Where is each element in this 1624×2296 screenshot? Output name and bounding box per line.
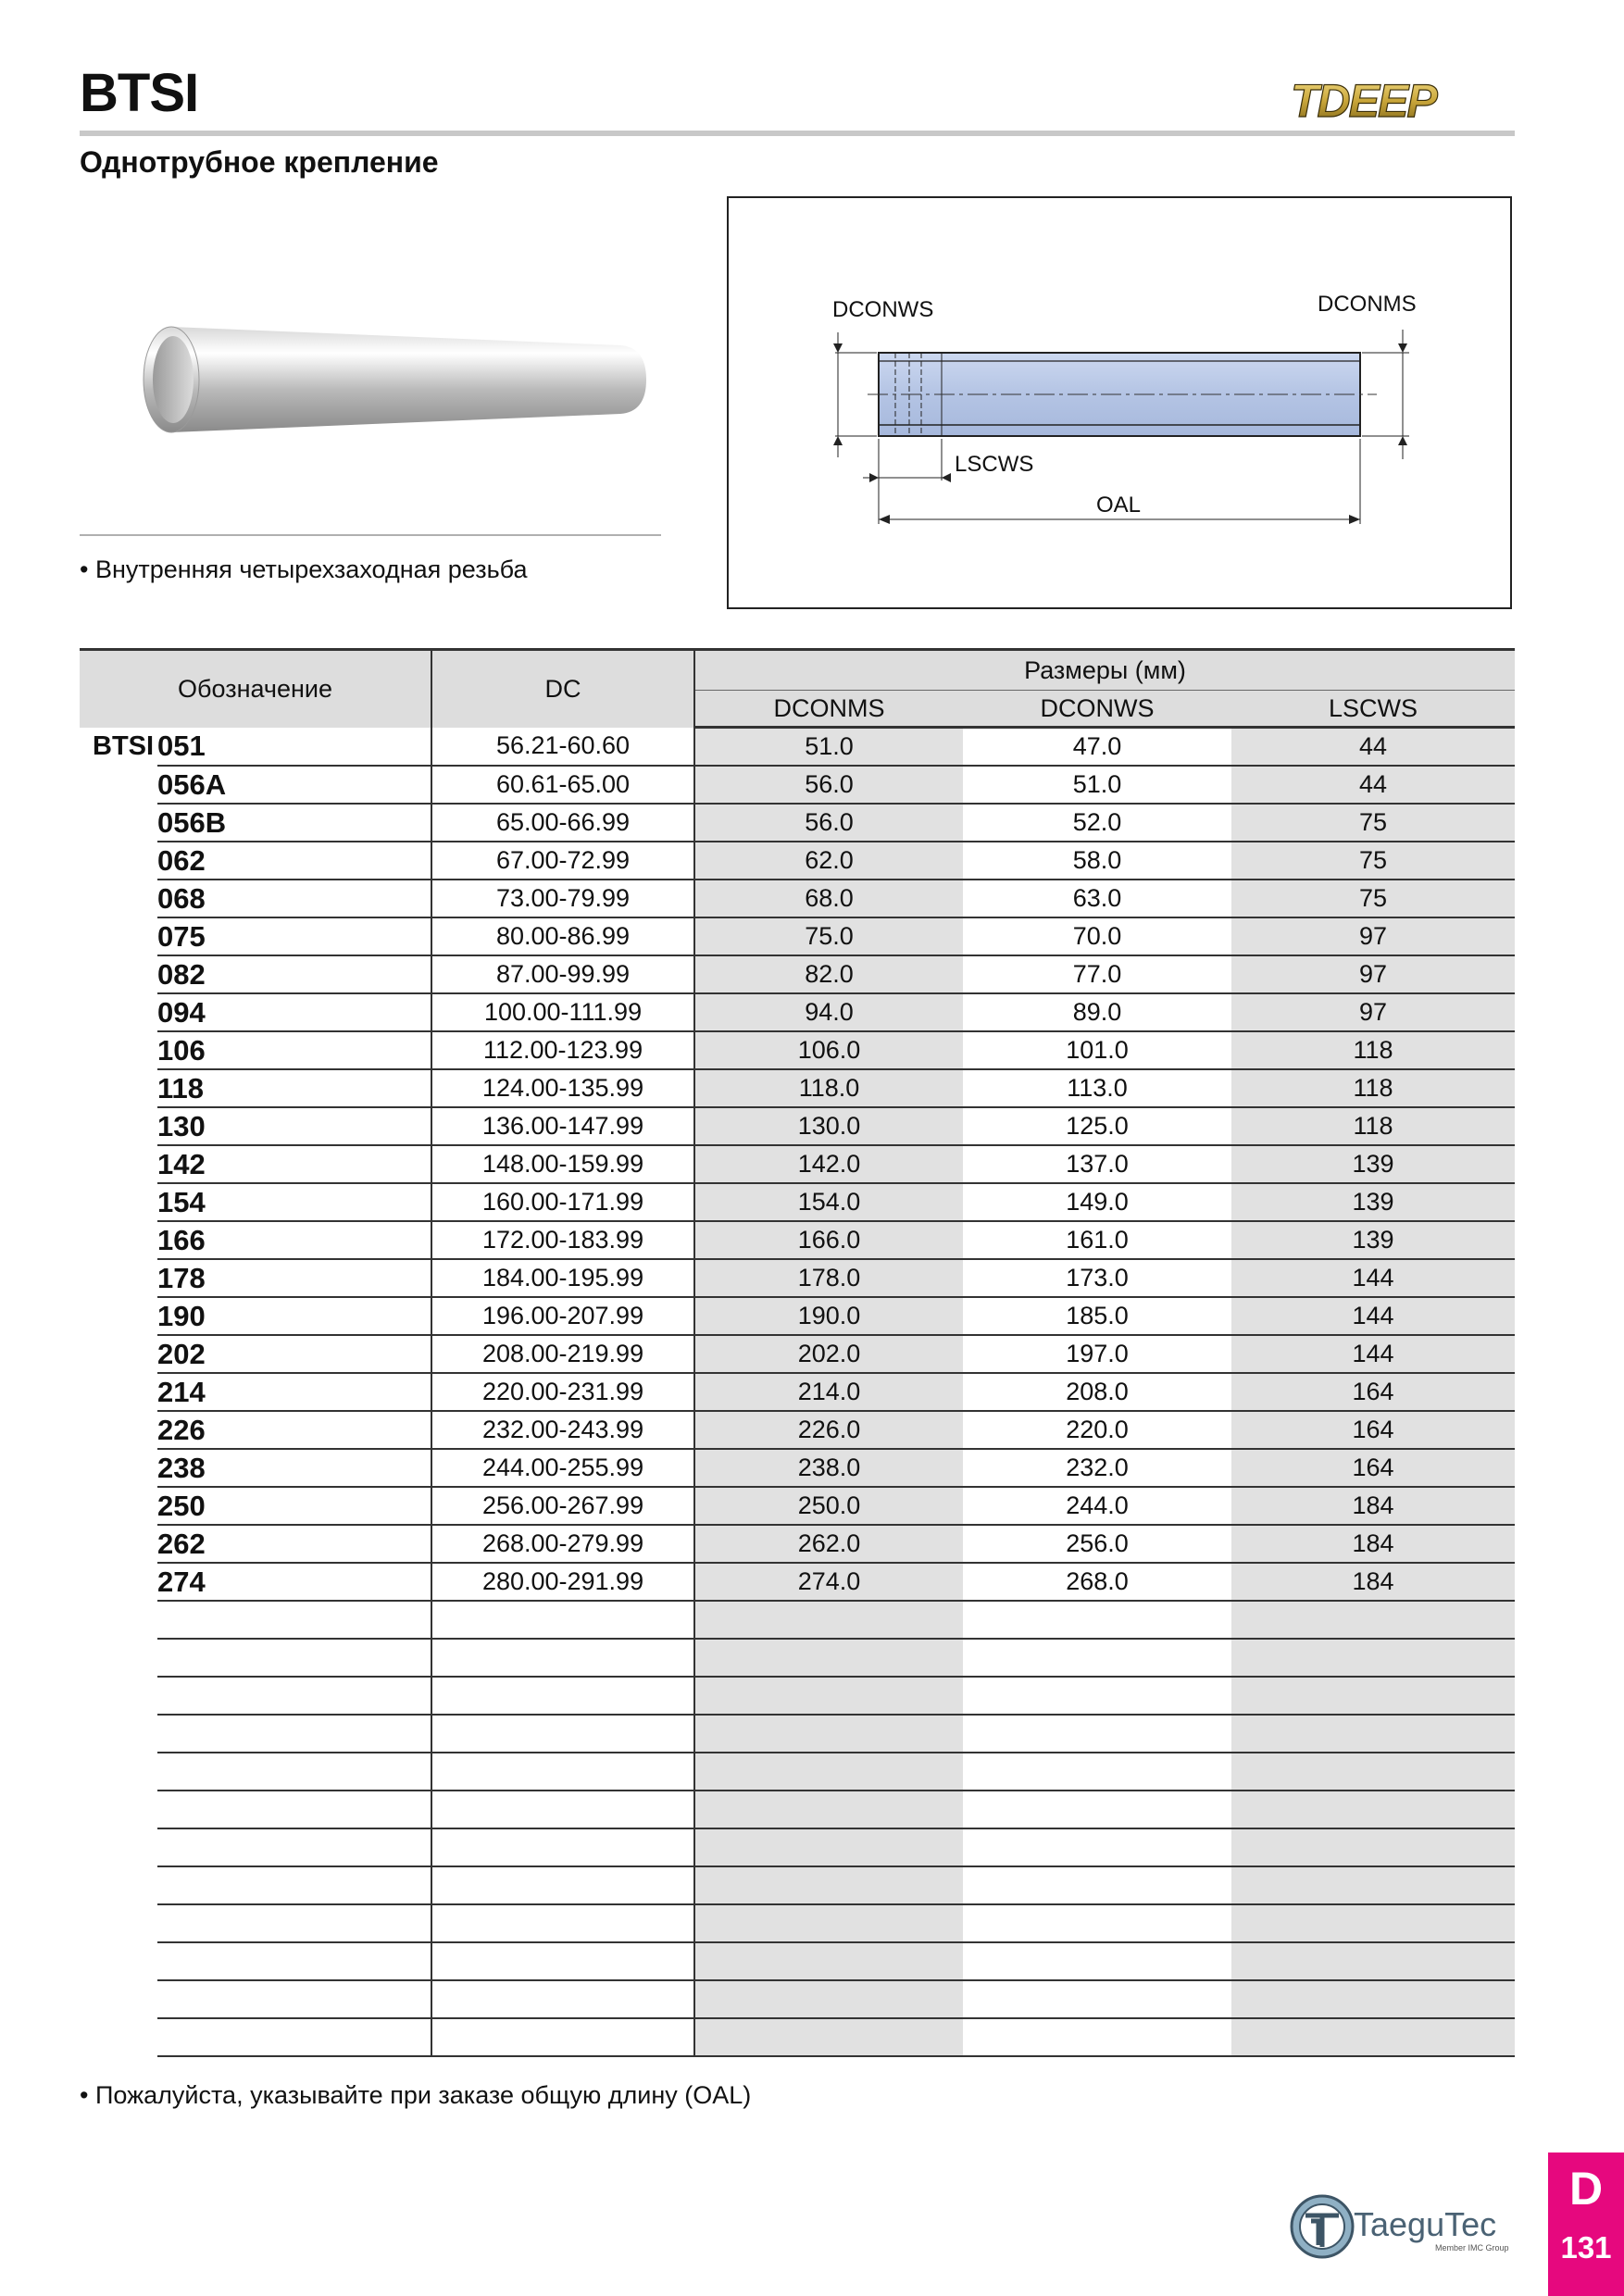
designation-cell — [157, 1942, 431, 1980]
series-prefix-cell — [80, 993, 157, 1031]
dconws-cell: 101.0 — [963, 1031, 1231, 1069]
lscws-cell: 75 — [1231, 880, 1515, 917]
col-header-designation: Обозначение — [80, 650, 431, 728]
lscws-cell — [1231, 2018, 1515, 2056]
series-prefix-cell — [80, 1601, 157, 1639]
dc-cell — [431, 1828, 694, 1866]
series-prefix-cell — [80, 1107, 157, 1145]
lscws-cell: 164 — [1231, 1373, 1515, 1411]
dconws-cell: 268.0 — [963, 1563, 1231, 1601]
dc-cell: 67.00-72.99 — [431, 842, 694, 880]
lscws-cell — [1231, 1904, 1515, 1942]
table-row — [80, 1677, 1515, 1715]
dc-cell — [431, 1639, 694, 1677]
col-header-dconws: DCONWS — [963, 691, 1231, 728]
dconms-cell: 154.0 — [694, 1183, 963, 1221]
designation-cell: 142 — [157, 1145, 431, 1183]
designation-cell — [157, 1828, 431, 1866]
dconms-cell: 94.0 — [694, 993, 963, 1031]
designation-cell: 154 — [157, 1183, 431, 1221]
lscws-cell: 184 — [1231, 1487, 1515, 1525]
series-prefix-cell — [80, 1904, 157, 1942]
lscws-cell — [1231, 1601, 1515, 1639]
series-prefix-cell — [80, 917, 157, 955]
dconws-cell: 244.0 — [963, 1487, 1231, 1525]
designation-cell — [157, 1904, 431, 1942]
designation-cell: 178 — [157, 1259, 431, 1297]
designation-cell: 094 — [157, 993, 431, 1031]
dconms-cell — [694, 1677, 963, 1715]
dc-cell: 160.00-171.99 — [431, 1183, 694, 1221]
series-prefix-cell — [80, 1639, 157, 1677]
dc-cell: 112.00-123.99 — [431, 1031, 694, 1069]
series-prefix-cell — [80, 880, 157, 917]
dconws-cell: 149.0 — [963, 1183, 1231, 1221]
lscws-cell: 139 — [1231, 1145, 1515, 1183]
dconws-cell: 89.0 — [963, 993, 1231, 1031]
dconms-cell: 68.0 — [694, 880, 963, 917]
dconms-cell: 250.0 — [694, 1487, 963, 1525]
series-prefix-cell — [80, 1031, 157, 1069]
table-row — [80, 1221, 1515, 1259]
table-row — [80, 1487, 1515, 1525]
lscws-cell: 184 — [1231, 1525, 1515, 1563]
designation-cell — [157, 1677, 431, 1715]
table-row — [80, 993, 1515, 1031]
dc-cell: 280.00-291.99 — [431, 1563, 694, 1601]
table-row — [80, 1639, 1515, 1677]
dc-cell: 87.00-99.99 — [431, 955, 694, 993]
dc-cell: 172.00-183.99 — [431, 1221, 694, 1259]
dconws-cell — [963, 1904, 1231, 1942]
lscws-cell — [1231, 1866, 1515, 1904]
designation-cell: 214 — [157, 1373, 431, 1411]
series-prefix-cell — [80, 1449, 157, 1487]
series-prefix-cell — [80, 1791, 157, 1828]
lscws-cell: 44 — [1231, 766, 1515, 804]
dc-cell: 148.00-159.99 — [431, 1145, 694, 1183]
dconws-label: DCONWS — [832, 297, 934, 322]
designation-cell: 262 — [157, 1525, 431, 1563]
table-row — [80, 1373, 1515, 1411]
lscws-cell: 144 — [1231, 1297, 1515, 1335]
lscws-cell — [1231, 1677, 1515, 1715]
dconms-cell: 51.0 — [694, 728, 963, 767]
series-prefix-cell — [80, 1183, 157, 1221]
dconms-cell: 214.0 — [694, 1373, 963, 1411]
designation-cell: 226 — [157, 1411, 431, 1449]
table-row — [80, 1411, 1515, 1449]
dc-cell: 268.00-279.99 — [431, 1525, 694, 1563]
taegutec-logo — [1287, 2190, 1528, 2264]
dconws-cell: 63.0 — [963, 880, 1231, 917]
lscws-cell: 118 — [1231, 1107, 1515, 1145]
dconms-cell: 238.0 — [694, 1449, 963, 1487]
table-row — [80, 1791, 1515, 1828]
series-prefix-cell — [80, 1259, 157, 1297]
series-prefix-cell — [80, 842, 157, 880]
series-prefix-cell — [80, 1487, 157, 1525]
series-prefix-cell — [80, 1373, 157, 1411]
page-title: BTSI — [80, 63, 199, 123]
dconms-label: DCONMS — [1318, 292, 1417, 317]
dconws-cell: 51.0 — [963, 766, 1231, 804]
dc-cell: 184.00-195.99 — [431, 1259, 694, 1297]
tube-product-image — [139, 319, 657, 440]
dconws-cell — [963, 1601, 1231, 1639]
dc-cell: 100.00-111.99 — [431, 993, 694, 1031]
lscws-cell — [1231, 1639, 1515, 1677]
lscws-cell: 97 — [1231, 917, 1515, 955]
feature-item: • Внутренняя четырехзаходная резьба — [80, 555, 528, 583]
dc-cell: 208.00-219.99 — [431, 1335, 694, 1373]
section-letter: D — [1568, 2163, 1604, 2215]
designation-cell — [157, 1715, 431, 1753]
lscws-cell — [1231, 1753, 1515, 1791]
lscws-cell: 164 — [1231, 1411, 1515, 1449]
dconws-cell — [963, 1753, 1231, 1791]
table-row — [80, 766, 1515, 804]
table-row — [80, 917, 1515, 955]
table-row — [80, 842, 1515, 880]
dconws-cell: 52.0 — [963, 804, 1231, 842]
dconws-cell: 137.0 — [963, 1145, 1231, 1183]
dc-cell — [431, 1866, 694, 1904]
dc-cell — [431, 1715, 694, 1753]
table-row — [80, 955, 1515, 993]
dconws-cell: 161.0 — [963, 1221, 1231, 1259]
dconws-cell — [963, 1677, 1231, 1715]
dconms-cell — [694, 1791, 963, 1828]
lscws-cell: 97 — [1231, 955, 1515, 993]
series-prefix-cell — [80, 1411, 157, 1449]
lscws-cell: 139 — [1231, 1183, 1515, 1221]
image-divider — [80, 534, 661, 536]
lscws-cell — [1231, 1828, 1515, 1866]
lscws-cell — [1231, 1942, 1515, 1980]
dconms-cell: 166.0 — [694, 1221, 963, 1259]
series-prefix-cell — [80, 1980, 157, 2018]
table-row — [80, 1904, 1515, 1942]
designation-cell: 056B — [157, 804, 431, 842]
dc-cell — [431, 1904, 694, 1942]
page-subtitle: Однотрубное крепление — [80, 145, 439, 179]
dc-cell: 232.00-243.99 — [431, 1411, 694, 1449]
lscws-label: LSCWS — [955, 452, 1034, 477]
dconms-cell — [694, 1942, 963, 1980]
dconms-cell — [694, 1753, 963, 1791]
dconws-cell — [963, 1828, 1231, 1866]
dconws-cell — [963, 1639, 1231, 1677]
dconms-cell — [694, 1715, 963, 1753]
dconws-cell — [963, 1942, 1231, 1980]
series-prefix-cell: BTSI — [93, 730, 155, 761]
tdeep-logo — [1287, 72, 1518, 128]
dc-cell — [431, 2018, 694, 2056]
designation-cell: 056A — [157, 766, 431, 804]
table-row — [80, 804, 1515, 842]
dconms-cell: 202.0 — [694, 1335, 963, 1373]
lscws-cell — [1231, 1980, 1515, 2018]
dconms-cell: 56.0 — [694, 804, 963, 842]
dconws-cell — [963, 1791, 1231, 1828]
dc-cell — [431, 1980, 694, 2018]
dc-cell — [431, 1753, 694, 1791]
dconws-cell — [963, 1980, 1231, 2018]
dc-cell: 73.00-79.99 — [431, 880, 694, 917]
oal-label: OAL — [1096, 493, 1142, 518]
table-row — [80, 1525, 1515, 1563]
dconms-cell: 190.0 — [694, 1297, 963, 1335]
dconws-cell: 77.0 — [963, 955, 1231, 993]
dconms-cell: 75.0 — [694, 917, 963, 955]
dconws-cell: 220.0 — [963, 1411, 1231, 1449]
title-divider — [80, 131, 1515, 136]
designation-cell — [157, 1866, 431, 1904]
designation-cell: 082 — [157, 955, 431, 993]
dconms-cell — [694, 1980, 963, 2018]
table-row — [80, 1183, 1515, 1221]
series-prefix-cell — [80, 1297, 157, 1335]
series-prefix-cell — [80, 766, 157, 804]
dconws-cell: 70.0 — [963, 917, 1231, 955]
dconws-cell — [963, 2018, 1231, 2056]
dimension-diagram — [727, 196, 1512, 609]
series-prefix-cell — [80, 1942, 157, 1980]
designation-cell — [157, 2018, 431, 2056]
dc-cell: 56.21-60.60 — [431, 728, 694, 767]
dconms-cell: 106.0 — [694, 1031, 963, 1069]
col-header-lscws: LSCWS — [1231, 691, 1515, 728]
taegutec-logo-text: TaeguTec — [1354, 2205, 1497, 2243]
dc-cell: 244.00-255.99 — [431, 1449, 694, 1487]
dconws-cell — [963, 1866, 1231, 1904]
table-row — [80, 1942, 1515, 1980]
designation-cell: 118 — [157, 1069, 431, 1107]
series-prefix-cell — [80, 1866, 157, 1904]
table-row — [80, 1563, 1515, 1601]
series-prefix-cell — [80, 1335, 157, 1373]
section-tab — [1548, 2152, 1624, 2296]
dconms-cell — [694, 1866, 963, 1904]
dc-cell: 60.61-65.00 — [431, 766, 694, 804]
order-note: • Пожалуйста, указывайте при заказе общую длину (OAL) — [80, 2081, 752, 2109]
lscws-cell: 164 — [1231, 1449, 1515, 1487]
table-row — [80, 1980, 1515, 2018]
designation-cell: 068 — [157, 880, 431, 917]
dconws-cell: 232.0 — [963, 1449, 1231, 1487]
dconws-cell: 256.0 — [963, 1525, 1231, 1563]
dc-cell — [431, 1601, 694, 1639]
lscws-cell: 118 — [1231, 1069, 1515, 1107]
lscws-cell: 144 — [1231, 1259, 1515, 1297]
col-header-dconms: DCONMS — [694, 691, 963, 728]
table-row — [80, 880, 1515, 917]
dconms-cell — [694, 2018, 963, 2056]
series-prefix-cell — [80, 1145, 157, 1183]
lscws-cell — [1231, 1791, 1515, 1828]
designation-cell: 238 — [157, 1449, 431, 1487]
dconws-cell: 58.0 — [963, 842, 1231, 880]
dconms-cell: 262.0 — [694, 1525, 963, 1563]
table-row — [80, 1107, 1515, 1145]
spec-table — [80, 648, 1515, 2057]
designation-cell — [157, 1980, 431, 2018]
col-group-sizes: Размеры (мм) — [694, 650, 1515, 691]
designation-cell: 202 — [157, 1335, 431, 1373]
dconms-cell — [694, 1828, 963, 1866]
page-number: 131 — [1560, 2230, 1612, 2265]
dconws-cell: 113.0 — [963, 1069, 1231, 1107]
dconms-cell — [694, 1904, 963, 1942]
dc-cell: 124.00-135.99 — [431, 1069, 694, 1107]
svg-text:TDEEP: TDEEP — [1291, 75, 1436, 127]
series-prefix-cell — [80, 1563, 157, 1601]
designation-cell: 106 — [157, 1031, 431, 1069]
designation-cell — [157, 1791, 431, 1828]
dconms-cell — [694, 1601, 963, 1639]
dconms-cell: 142.0 — [694, 1145, 963, 1183]
table-row — [80, 1145, 1515, 1183]
dc-cell: 80.00-86.99 — [431, 917, 694, 955]
table-row — [80, 1866, 1515, 1904]
designation-cell: 190 — [157, 1297, 431, 1335]
lscws-cell: 44 — [1231, 728, 1515, 767]
designation-cell: 051 — [157, 728, 431, 767]
series-prefix-cell — [80, 804, 157, 842]
dconws-cell: 47.0 — [963, 728, 1231, 767]
dconms-cell — [694, 1639, 963, 1677]
series-prefix-cell — [80, 1715, 157, 1753]
taegutec-logo-tagline: Member IMC Group — [1435, 2243, 1509, 2252]
table-row — [80, 1828, 1515, 1866]
table-row — [80, 1259, 1515, 1297]
table-row — [80, 2018, 1515, 2056]
designation-cell: 075 — [157, 917, 431, 955]
designation-cell: 250 — [157, 1487, 431, 1525]
dconws-cell: 173.0 — [963, 1259, 1231, 1297]
series-prefix-cell — [80, 2018, 157, 2056]
dconms-cell: 62.0 — [694, 842, 963, 880]
designation-cell: 130 — [157, 1107, 431, 1145]
table-row — [80, 1753, 1515, 1791]
lscws-cell: 75 — [1231, 804, 1515, 842]
series-prefix-cell — [80, 1525, 157, 1563]
dconms-cell: 118.0 — [694, 1069, 963, 1107]
table-row — [80, 1715, 1515, 1753]
lscws-cell: 118 — [1231, 1031, 1515, 1069]
designation-cell: 166 — [157, 1221, 431, 1259]
table-row — [80, 728, 1515, 767]
table-row — [80, 1031, 1515, 1069]
dconws-cell: 125.0 — [963, 1107, 1231, 1145]
dc-cell: 220.00-231.99 — [431, 1373, 694, 1411]
dconws-cell: 185.0 — [963, 1297, 1231, 1335]
series-prefix-cell — [80, 1069, 157, 1107]
dc-cell: 196.00-207.99 — [431, 1297, 694, 1335]
lscws-cell: 144 — [1231, 1335, 1515, 1373]
dconms-cell: 274.0 — [694, 1563, 963, 1601]
col-header-dc: DC — [431, 650, 694, 728]
lscws-cell: 75 — [1231, 842, 1515, 880]
dc-cell — [431, 1791, 694, 1828]
dconms-cell: 130.0 — [694, 1107, 963, 1145]
dconms-cell: 226.0 — [694, 1411, 963, 1449]
dc-cell — [431, 1677, 694, 1715]
lscws-cell: 139 — [1231, 1221, 1515, 1259]
series-prefix-cell — [80, 1828, 157, 1866]
dconws-cell: 208.0 — [963, 1373, 1231, 1411]
designation-cell — [157, 1601, 431, 1639]
dconms-cell: 56.0 — [694, 766, 963, 804]
series-prefix-cell — [80, 1753, 157, 1791]
lscws-cell: 97 — [1231, 993, 1515, 1031]
table-row — [80, 1449, 1515, 1487]
table-row — [80, 1069, 1515, 1107]
dconws-cell: 197.0 — [963, 1335, 1231, 1373]
dc-cell — [431, 1942, 694, 1980]
designation-cell: 062 — [157, 842, 431, 880]
lscws-cell — [1231, 1715, 1515, 1753]
dconms-cell: 82.0 — [694, 955, 963, 993]
table-row — [80, 1297, 1515, 1335]
dconws-cell — [963, 1715, 1231, 1753]
dc-cell: 65.00-66.99 — [431, 804, 694, 842]
dc-cell: 136.00-147.99 — [431, 1107, 694, 1145]
dconms-cell: 178.0 — [694, 1259, 963, 1297]
designation-cell — [157, 1753, 431, 1791]
series-prefix-cell — [80, 1221, 157, 1259]
dc-cell: 256.00-267.99 — [431, 1487, 694, 1525]
lscws-cell: 184 — [1231, 1563, 1515, 1601]
designation-cell: 274 — [157, 1563, 431, 1601]
table-row — [80, 1335, 1515, 1373]
designation-cell — [157, 1639, 431, 1677]
table-row — [80, 1601, 1515, 1639]
series-prefix-cell — [80, 955, 157, 993]
series-prefix-cell — [80, 1677, 157, 1715]
